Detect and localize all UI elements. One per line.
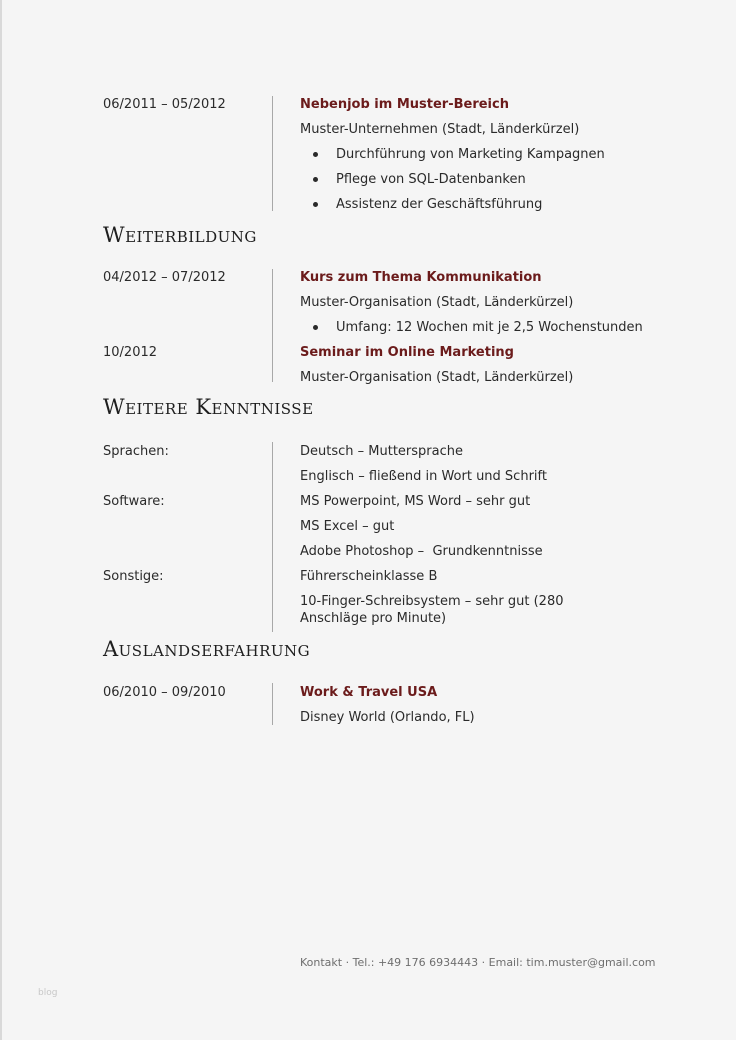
entry-title: Work & Travel USA [300, 685, 438, 700]
entry-org: Muster-Unternehmen (Stadt, Länderkürzel) [300, 122, 580, 137]
section-heading-weiterbildung: Weiterbildung [103, 223, 257, 247]
skill-value: MS Excel – gut [300, 519, 395, 534]
divider-line [272, 442, 273, 632]
entry-org: Disney World (Orlando, FL) [300, 710, 475, 725]
bullet-icon [313, 152, 318, 157]
skill-value: Deutsch – Muttersprache [300, 444, 463, 459]
skill-label: Sonstige: [103, 569, 164, 584]
bullet-text: Assistenz der Geschäftsführung [336, 197, 543, 212]
entry-date: 04/2012 – 07/2012 [103, 270, 226, 285]
skill-label: Software: [103, 494, 165, 509]
bullet-text: Umfang: 12 Wochen mit je 2,5 Wochenstunden [336, 320, 643, 335]
entry-org: Muster-Organisation (Stadt, Länderkürzel) [300, 295, 574, 310]
entry-title: Nebenjob im Muster-Bereich [300, 97, 509, 112]
entry-date: 10/2012 [103, 345, 158, 360]
skill-value: 10-Finger-Schreibsystem – sehr gut (280 Anschläge pro Minute) [300, 594, 564, 626]
bullet-icon [313, 177, 318, 182]
bullet-icon [313, 202, 318, 207]
bullet-text: Pflege von SQL-Datenbanken [336, 172, 526, 187]
bullet-icon [313, 325, 318, 330]
divider-line [272, 96, 273, 211]
skill-value: Adobe Photoshop – Grundkenntnisse [300, 544, 543, 559]
skill-value: MS Powerpoint, MS Word – sehr gut [300, 494, 531, 509]
divider-line [272, 269, 273, 382]
watermark: blog [38, 988, 58, 998]
section-heading-kenntnisse: Weitere Kenntnisse [103, 395, 314, 419]
entry-date: 06/2011 – 05/2012 [103, 97, 226, 112]
entry-title: Kurs zum Thema Kommunikation [300, 270, 542, 285]
footer-contact: Kontakt · Tel.: +49 176 6934443 · Email: tim.muster@gmail.com [300, 956, 656, 969]
entry-date: 06/2010 – 09/2010 [103, 685, 226, 700]
skill-value: Führerscheinklasse B [300, 569, 438, 584]
page-edge [0, 0, 2, 1040]
entry-title: Seminar im Online Marketing [300, 345, 514, 360]
skill-value: Englisch – fließend in Wort und Schrift [300, 469, 547, 484]
entry-org: Muster-Organisation (Stadt, Länderkürzel) [300, 370, 574, 385]
bullet-text: Durchführung von Marketing Kampagnen [336, 147, 605, 162]
skill-label: Sprachen: [103, 444, 169, 459]
section-heading-ausland: Auslandserfahrung [103, 637, 311, 661]
divider-line [272, 683, 273, 725]
